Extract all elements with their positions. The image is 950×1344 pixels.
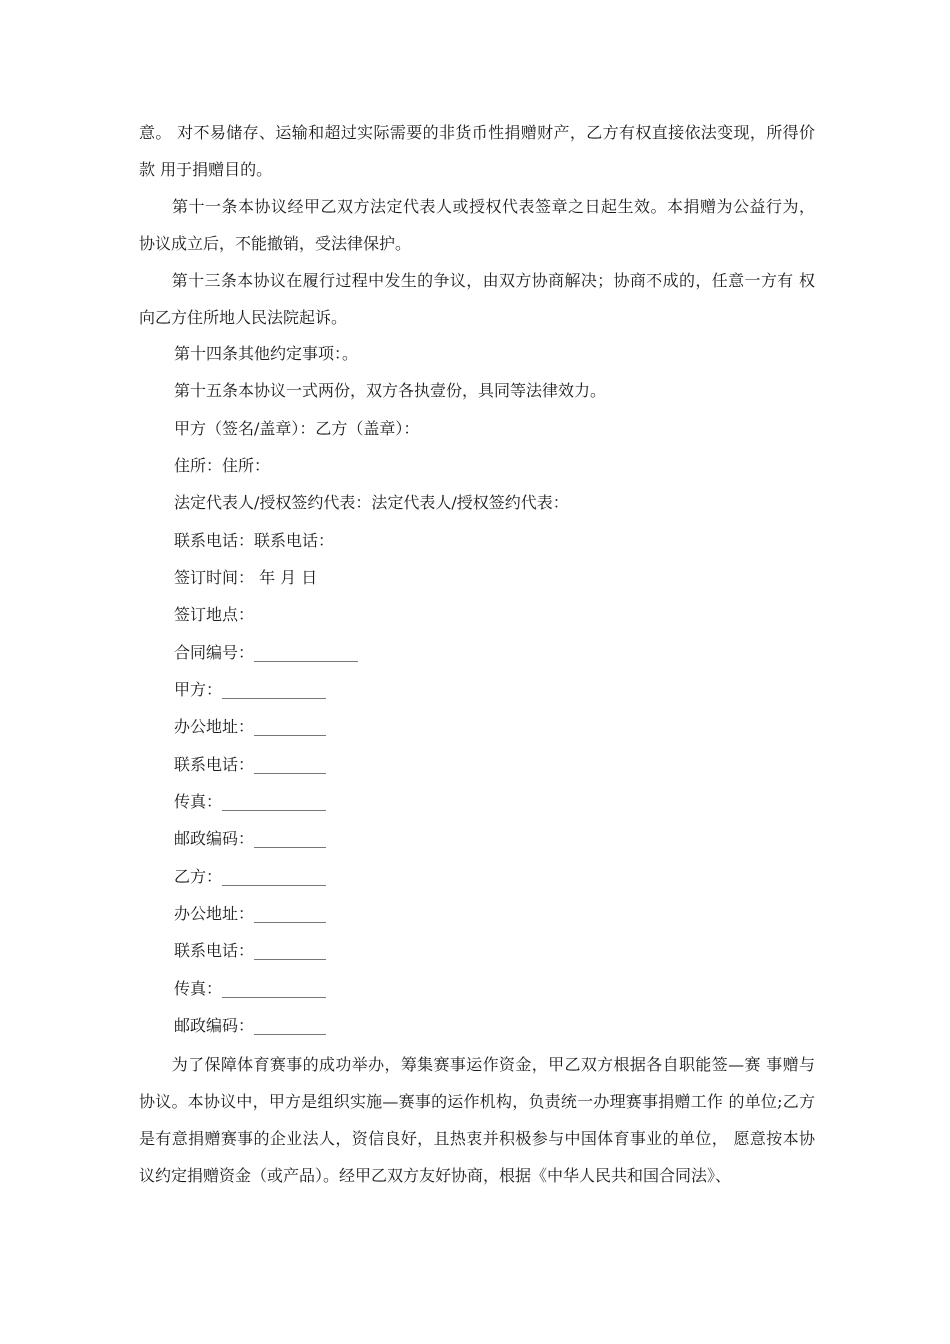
signature-line: 甲方（签名/盖章）：乙方（盖章）： — [174, 419, 420, 438]
paragraph-article-13: 第十三条本协议在履行过程中发生的争议，由双方协商解决；协商不成的，任意一方有 权向乙方住所地人民法院起诉。 — [139, 271, 815, 327]
party-a-phone-line: 联系电话：_________ — [174, 755, 327, 774]
party-a-office-line: 办公地址：_________ — [174, 717, 327, 736]
sign-date-line: 签订时间： 年 月 日 — [174, 568, 318, 587]
party-a-line: 甲方：_____________ — [174, 680, 327, 699]
article-15-line: 第十五条本协议一式两份，双方各执壹份，具同等法律效力。 — [174, 381, 607, 400]
phone-line: 联系电话：联系电话： — [174, 531, 335, 550]
article-14-line: 第十四条其他约定事项：。 — [174, 344, 359, 363]
party-b-office-line: 办公地址：_________ — [174, 904, 327, 923]
party-a-fax-line: 传真：_____________ — [174, 792, 327, 811]
party-b-phone-line: 联系电话：_________ — [174, 941, 327, 960]
party-a-postcode-line: 邮政编码：_________ — [174, 829, 327, 848]
paragraph-article-11: 第十一条本协议经甲乙双方法定代表人或授权代表签章之日起生效。本捐赠为公益行为， 协议成立后，不能撤销，受法律保护。 — [139, 197, 815, 253]
paragraph-preamble: 为了保障体育赛事的成功举办，筹集赛事运作资金，甲乙双方根据各自职能签—赛 事赠与协议。本协议中，甲方是组织实施—赛事的运作机构，负责统一办理赛事捐赠工作 的单位;乙方是有意捐赠赛事的企业法人，资信良好，且热衷并积极参与中国体育事业的单位， 愿意按本协议约定捐赠资金（或产品）。经甲乙双方友好协商，根据《中华人民共和国合同法》、 — [139, 1055, 815, 1185]
party-b-postcode-line: 邮政编码：_________ — [174, 1016, 327, 1035]
sign-place-line: 签订地点： — [174, 605, 255, 624]
paragraph-liquidation: 意。 对不易储存、运输和超过实际需要的非货币性捐赠财产，乙方有权直接依法变现，所得价款 用于捐赠目的。 — [139, 123, 815, 179]
representative-line: 法定代表人/授权签约代表：法定代表人/授权签约代表： — [174, 493, 569, 512]
party-b-line: 乙方：_____________ — [174, 867, 327, 886]
address-line: 住所：住所： — [174, 456, 271, 475]
contract-number-line: 合同编号：_____________ — [174, 643, 359, 662]
party-b-fax-line: 传真：_____________ — [174, 979, 327, 998]
